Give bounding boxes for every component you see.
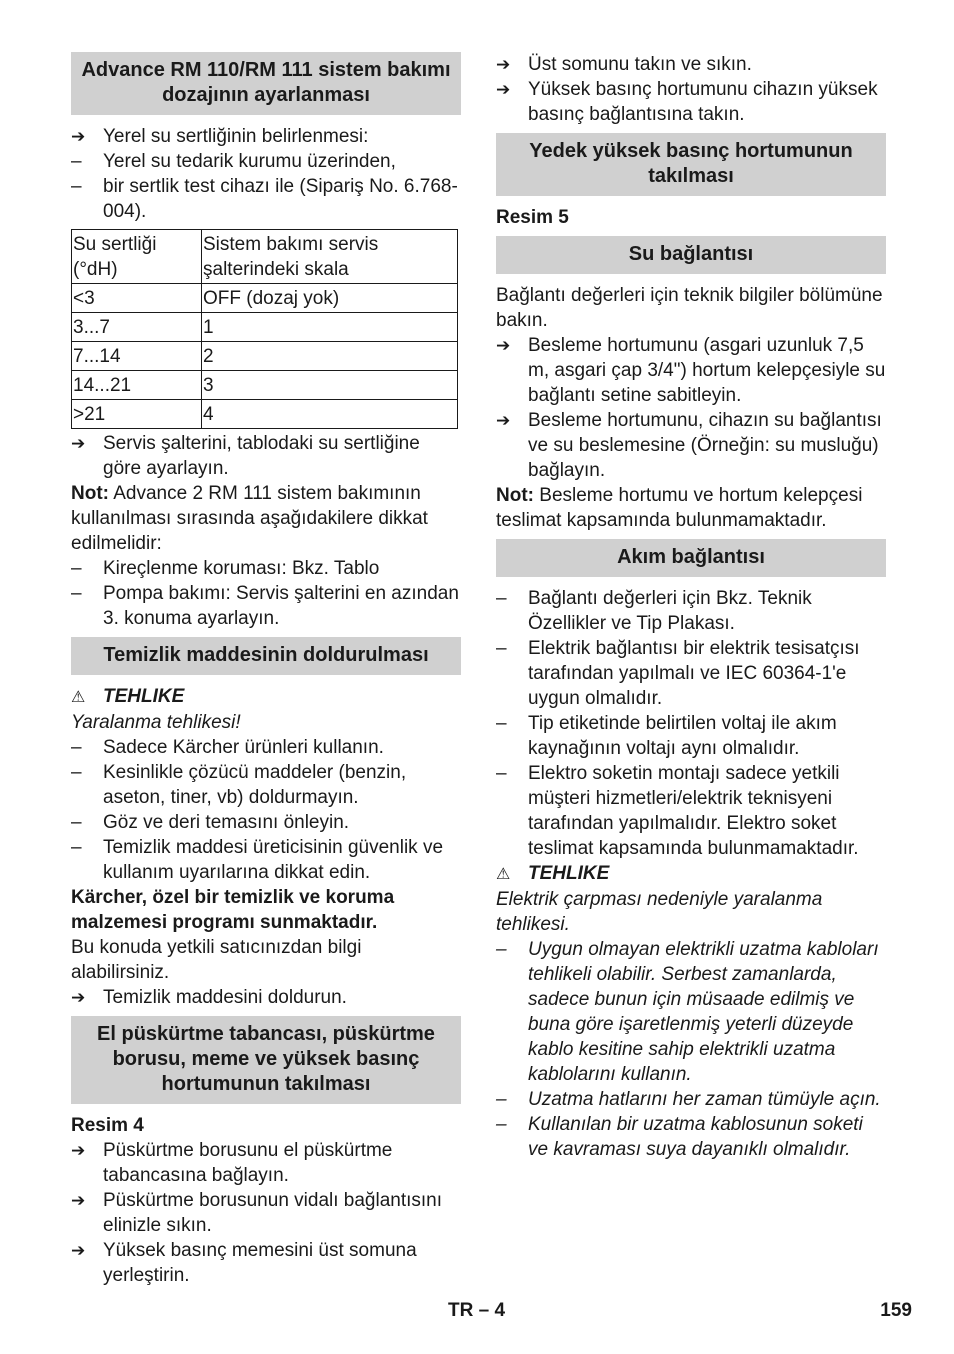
table-row <box>72 371 458 400</box>
instruction-item: ➔ Üst somunu takın ve sıkın. <box>496 54 752 75</box>
dash-item: – Göz ve deri temasını önleyin. <box>71 812 350 833</box>
page-number: 159 <box>880 1300 912 1321</box>
dash-bullet: – <box>71 176 82 197</box>
table-header-cell: Sistem bakımı servis şalterindeki skala <box>202 230 458 284</box>
table-cell: <3 <box>72 284 202 313</box>
note-label: Not: <box>496 485 534 506</box>
left-column <box>71 52 461 1288</box>
note-text: Advance 2 RM 111 sistem bakımının kullanılması sırasında aşağıdakilere dikkat edilmelidir: <box>71 483 428 554</box>
water-hardness-table <box>71 229 458 429</box>
dash-bullet: – <box>71 762 82 783</box>
dash-bullet: – <box>496 713 507 734</box>
arrow-icon: ➔ <box>71 127 86 146</box>
dash-bullet: – <box>71 583 82 604</box>
footer-section-label: TR – 4 <box>448 1300 506 1321</box>
table-cell: 3...7 <box>72 313 202 342</box>
dash-item: – bir sertlik test cihazı ile (Sipariş No. 6.768-004). <box>71 176 458 222</box>
note-paragraph <box>496 483 886 533</box>
section-heading-spray-gun: El püskürtme tabancası, püskürtme borusu, meme ve yüksek basınç hortumunun takılması <box>71 1016 461 1104</box>
dash-bullet: – <box>496 939 507 960</box>
note-label: Not: <box>71 483 109 504</box>
section-heading-water-connection: Su bağlantısı <box>496 236 886 274</box>
dash-item: – Kesinlikle çözücü maddeler (benzin, aseton, tiner, vb) doldurmayın. <box>71 762 407 808</box>
instruction-item: ➔ Servis şalterini, tablodaki su sertliğine göre ayarlayın. <box>71 433 420 479</box>
dash-bullet: – <box>496 588 507 609</box>
table-cell: OFF (dozaj yok) <box>202 284 458 313</box>
right-column <box>496 52 886 1162</box>
warning-triangle-icon: ⚠ <box>496 866 511 883</box>
instruction-item: ➔ Püskürtme borusunu el püskürtme tabancasına bağlayın. <box>71 1140 393 1186</box>
bold-paragraph: Kärcher, özel bir temizlik ve koruma malzemesi programı sunmaktadır. <box>71 887 395 933</box>
dash-item: – Pompa bakımı: Servis şalterini en azından 3. konuma ayarlayın. <box>71 583 459 629</box>
dash-item: – Tip etiketinde belirtilen voltaj ile akım kaynağının voltajı aynı olmalıdır. <box>496 713 837 759</box>
arrow-icon: ➔ <box>71 1141 86 1160</box>
table-row <box>72 342 458 371</box>
table-cell: >21 <box>72 400 202 429</box>
section-heading-dosage: Advance RM 110/RM 111 sistem bakımı dozajının ayarlanması <box>71 52 461 115</box>
instruction-item: ➔ Yüksek basınç memesini üst somuna yerleştirin. <box>71 1240 417 1286</box>
section-heading-spare-hose: Yedek yüksek basınç hortumunun takılması <box>496 133 886 196</box>
dash-item: – Yerel su tedarik kurumu üzerinden, <box>71 151 396 172</box>
dash-bullet: – <box>496 763 507 784</box>
instruction-item: ➔ Besleme hortumunu, cihazın su bağlantısı ve su beslemesine (Örneğin: su musluğu) bağlayın. <box>496 410 882 481</box>
arrow-icon: ➔ <box>496 336 511 355</box>
figure-reference: Resim 5 <box>496 207 569 228</box>
table-cell: 2 <box>202 342 458 371</box>
table-row <box>72 284 458 313</box>
dash-bullet: – <box>71 558 82 579</box>
arrow-icon: ➔ <box>496 55 511 74</box>
instruction-item: ➔ Temizlik maddesini doldurun. <box>71 987 347 1008</box>
dash-bullet: – <box>71 837 82 858</box>
note-text: Besleme hortumu ve hortum kelepçesi teslimat kapsamında bulunmamaktadır. <box>496 485 863 531</box>
dash-bullet: – <box>71 737 82 758</box>
table-header-cell: Su sertliği (°dH) <box>72 230 202 284</box>
danger-heading <box>496 861 886 887</box>
instruction-item: ➔ Besleme hortumunu (asgari uzunluk 7,5 m, asgari çap 3/4") hortum kelepçesiyle su bağlantı setine sabitleyin. <box>496 335 886 406</box>
dash-item: – Elektrik bağlantısı bir elektrik tesisatçısı tarafından yapılmalı ve IEC 60364-1'e uygun olmalıdır. <box>496 638 860 709</box>
dash-item: – Kireçlenme koruması: Bkz. Tablo <box>71 558 380 579</box>
instruction-item: ➔ Püskürtme borusunun vidalı bağlantısını elinizle sıkın. <box>71 1190 443 1236</box>
table-cell: 7...14 <box>72 342 202 371</box>
dash-bullet: – <box>496 638 507 659</box>
section-heading-detergent: Temizlik maddesinin doldurulması <box>71 637 461 675</box>
arrow-icon: ➔ <box>71 1191 86 1210</box>
table-cell: 14...21 <box>72 371 202 400</box>
table-cell: 4 <box>202 400 458 429</box>
arrow-icon: ➔ <box>71 988 86 1007</box>
dash-item: – Uygun olmayan elektrikli uzatma kabloları tehlikeli olabilir. Serbest zamanlarda, sadece bunun için müsaade edilmiş ve buna göre işaretlenmiş yeterli düzeyde kablo kesitine sahip elektrikli uzatma kablolarını kullanın. <box>496 939 879 1085</box>
section-heading-power-connection: Akım bağlantısı <box>496 539 886 577</box>
dash-item: – Temizlik maddesi üreticisinin güvenlik ve kullanım uyarılarına dikkat edin. <box>71 837 444 883</box>
dash-bullet: – <box>496 1089 507 1110</box>
table-row <box>72 400 458 429</box>
dash-item: – Elektro soketin montajı sadece yetkili müşteri hizmetleri/elektrik teknisyeni tarafından yapılmalıdır. Elektro soket teslimat kapsamında bulunmamaktadır. <box>496 763 859 859</box>
table-cell: 1 <box>202 313 458 342</box>
dash-item: – Kullanılan bir uzatma kablosunun soketi ve kavraması suya dayanıklı olmalıdır. <box>496 1114 863 1160</box>
table-cell: 3 <box>202 371 458 400</box>
danger-heading <box>71 684 461 710</box>
arrow-icon: ➔ <box>496 80 511 99</box>
instruction-item: ➔ Yerel su sertliğinin belirlenmesi: <box>71 126 369 147</box>
paragraph: Bu konuda yetkili satıcınızdan bilgi alabilirsiniz. <box>71 937 362 983</box>
dash-item: – Sadece Kärcher ürünleri kullanın. <box>71 737 384 758</box>
danger-text: Elektrik çarpması nedeniyle yaralanma tehlikesi. <box>496 889 823 935</box>
danger-label: TEHLIKE <box>103 686 185 707</box>
dash-bullet: – <box>71 151 82 172</box>
danger-text: Yaralanma tehlikesi! <box>71 712 241 733</box>
note-paragraph <box>71 481 461 556</box>
arrow-icon: ➔ <box>71 434 86 453</box>
dash-item: – Uzatma hatlarını her zaman tümüyle açın. <box>496 1089 881 1110</box>
dash-bullet: – <box>496 1114 507 1135</box>
arrow-icon: ➔ <box>71 1241 86 1260</box>
dash-bullet: – <box>71 812 82 833</box>
table-row <box>72 313 458 342</box>
instruction-item: ➔ Yüksek basınç hortumunu cihazın yüksek basınç bağlantısına takın. <box>496 79 878 125</box>
warning-triangle-icon: ⚠ <box>71 689 86 706</box>
dash-item: – Bağlantı değerleri için Bkz. Teknik Özellikler ve Tip Plakası. <box>496 588 812 634</box>
table-header-row <box>72 230 458 284</box>
danger-label: TEHLIKE <box>528 863 610 884</box>
arrow-icon: ➔ <box>496 411 511 430</box>
paragraph: Bağlantı değerleri için teknik bilgiler bölümüne bakın. <box>496 285 883 331</box>
figure-reference: Resim 4 <box>71 1115 144 1136</box>
